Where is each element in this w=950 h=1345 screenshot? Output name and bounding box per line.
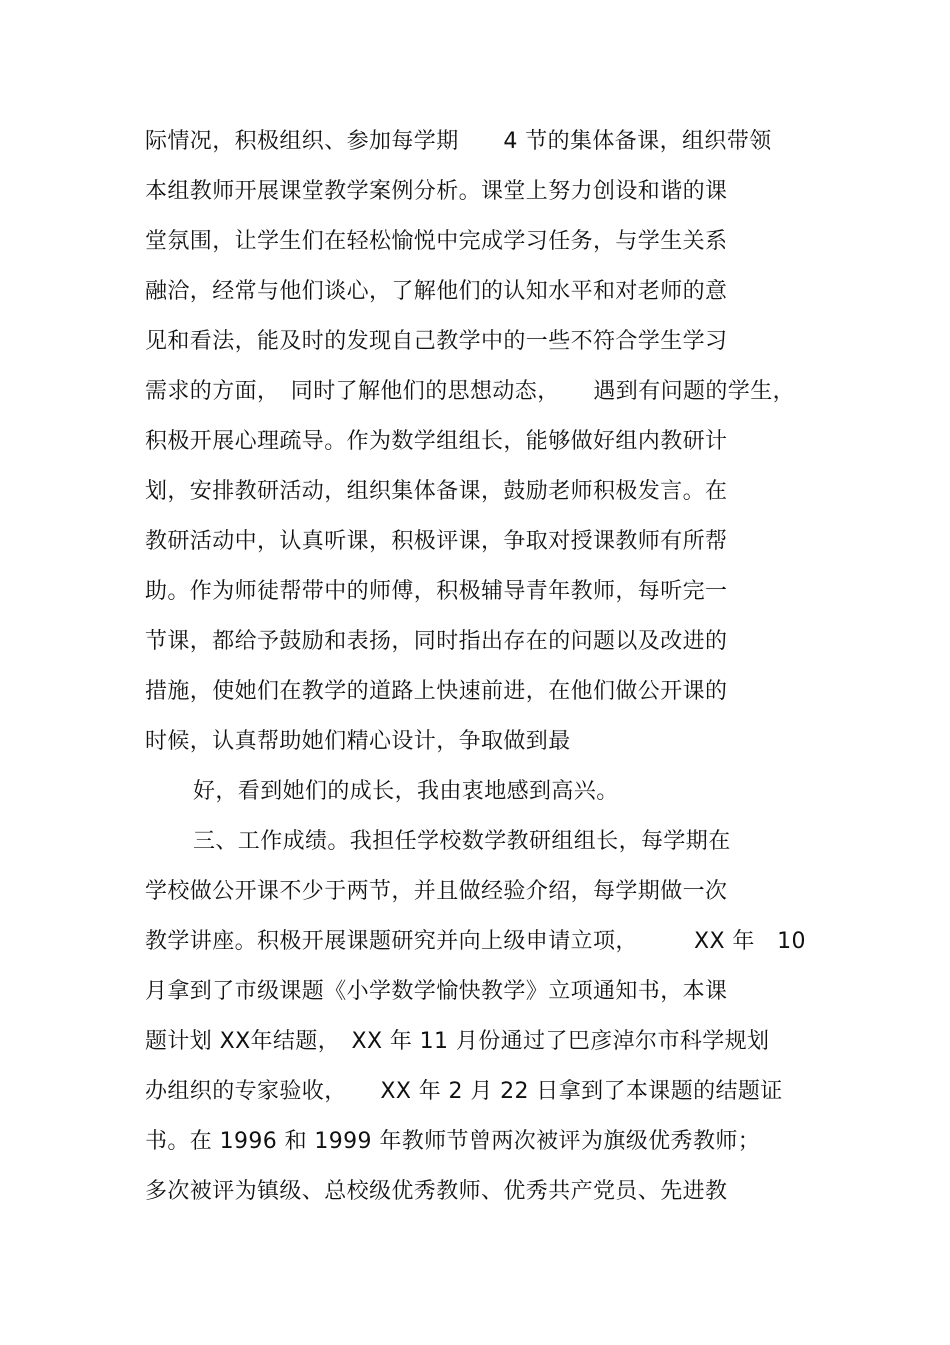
text-line: 教学讲座。积极开展课题研究并向上级申请立项， XX 年 10 bbox=[145, 929, 806, 954]
text-line: 划，安排教研活动，组织集体备课，鼓励老师积极发言。在 bbox=[145, 479, 728, 504]
text-line: 月拿到了市级课题《小学数学愉快教学》立项通知书，本课 bbox=[145, 979, 728, 1004]
text-line: 学校做公开课不少于两节，并且做经验介绍，每学期做一次 bbox=[145, 879, 728, 904]
text-line: 际情况，积极组织、参加每学期 4 节的集体备课，组织带领 bbox=[145, 129, 772, 154]
text-line: 助。作为师徒帮带中的师傅，积极辅导青年教师，每听完一 bbox=[145, 579, 728, 604]
text-line: 本组教师开展课堂教学案例分析。课堂上努力创设和谐的课 bbox=[145, 179, 728, 204]
text-line: 三、工作成绩。我担任学校数学教研组组长，每学期在 bbox=[193, 829, 731, 854]
text-line: 教研活动中，认真听课，积极评课，争取对授课教师有所帮 bbox=[145, 529, 728, 554]
text-line: 办组织的专家验收， XX 年 2 月 22 日拿到了本课题的结题证 bbox=[145, 1079, 783, 1104]
text-line: 多次被评为镇级、总校级优秀教师、优秀共产党员、先进教 bbox=[145, 1179, 728, 1204]
text-line: 时候，认真帮助她们精心设计，争取做到最 bbox=[145, 729, 571, 754]
text-line: 书。在 1996 和 1999 年教师节曾两次被评为旗级优秀教师； bbox=[145, 1129, 761, 1154]
text-line: 好，看到她们的成长，我由衷地感到高兴。 bbox=[193, 779, 619, 804]
text-line: 节课，都给予鼓励和表扬，同时指出存在的问题以及改进的 bbox=[145, 629, 728, 654]
text-line: 堂氛围，让学生们在轻松愉悦中完成学习任务，与学生关系 bbox=[145, 229, 728, 254]
text-line: 积极开展心理疏导。作为数学组组长，能够做好组内教研计 bbox=[145, 429, 728, 454]
text-line: 见和看法，能及时的发现自己教学中的一些不符合学生学习 bbox=[145, 329, 728, 354]
text-line: 题计划 XX年结题， XX 年 11 月份通过了巴彦淖尔市科学规划 bbox=[145, 1029, 770, 1054]
text-line: 需求的方面， 同时了解他们的思想动态， 遇到有问题的学生， bbox=[145, 379, 796, 404]
text-line: 融洽，经常与他们谈心，了解他们的认知水平和对老师的意 bbox=[145, 279, 728, 304]
text-line: 措施，使她们在教学的道路上快速前进，在他们做公开课的 bbox=[145, 679, 728, 704]
